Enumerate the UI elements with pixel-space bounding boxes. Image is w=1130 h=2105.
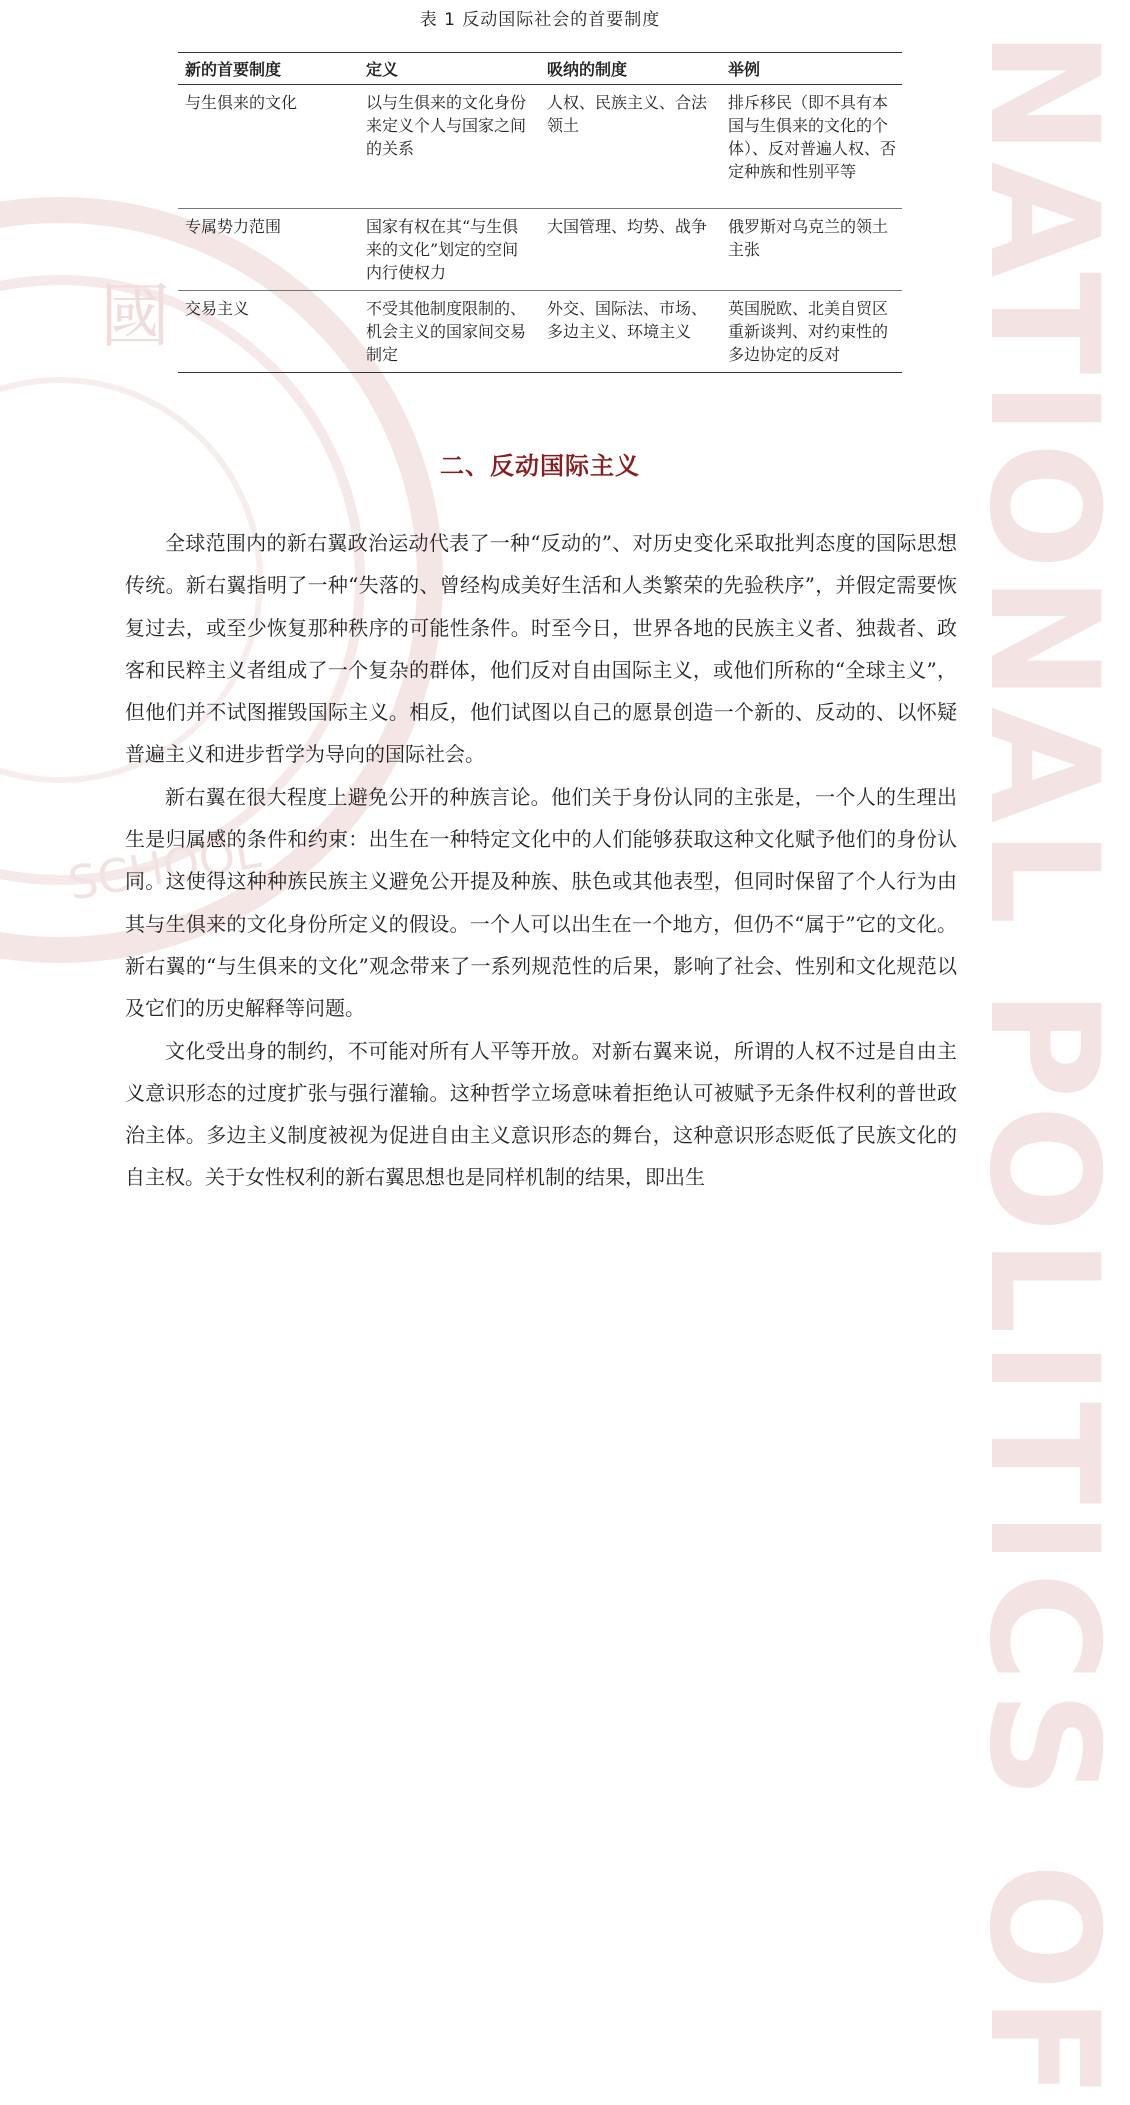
header-cell: 举例 (721, 53, 902, 85)
paragraph: 文化受出身的制约，不可能对所有人平等开放。对新右翼来说，所谓的人权不过是自由主义意识形态的过度扩张与强行灌输。这种哲学立场意味着拒绝认可被赋予无条件权利的普世政治主体。多边主义制度被视为促进自由主义意识形态的舞台，这种意识形态贬低了民族文化的自主权。关于女性权利的新右翼思想也是同样机制的结果，即出生 (125, 1038, 957, 1190)
seal-text: SCHOOL (64, 823, 265, 911)
body-text (125, 522, 957, 1199)
table-cell: 英国脱欧、北美自贸区重新谈判、对约束性的多边协定的反对 (721, 291, 902, 373)
table-cell: 外交、国际法、市场、多边主义、环境主义 (540, 291, 721, 373)
seal-character: 國 (100, 275, 170, 357)
watermark-text: NATIONAL POLITICS OF (956, 30, 1130, 2105)
table-header-row (178, 53, 902, 85)
header-cell: 吸纳的制度 (540, 53, 721, 85)
table-cell: 国家有权在其“与生俱来的文化”划定的空间内行使权力 (359, 209, 540, 291)
table-cell: 排斥移民（即不具有本国与生俱来的文化的个体）、反对普遍人权、否定种族和性别平等 (721, 85, 902, 209)
table-cell: 以与生俱来的文化身份来定义个人与国家之间的关系 (359, 85, 540, 209)
paragraph: 全球范围内的新右翼政治运动代表了一种“反动的”、对历史变化采取批判态度的国际思想传统。新右翼指明了一种“失落的、曾经构成美好生活和人类繁荣的先验秩序”，并假定需要恢复过去，或至少恢复那种秩序的可能性条件。时至今日，世界各地的民族主义者、独裁者、政客和民粹主义者组成了一个复杂的群体，他们反对自由国际主义，或他们所称的“全球主义”，但他们并不试图摧毁国际主义。相反，他们试图以自己的愿景创造一个新的、反动的、以怀疑普遍主义和进步哲学为导向的国际社会。 (125, 531, 957, 767)
table-row (178, 85, 902, 209)
table-cell: 不受其他制度限制的、机会主义的国家间交易制定 (359, 291, 540, 373)
paragraph: 新右翼在很大程度上避免公开的种族言论。他们关于身份认同的主张是，一个人的生理出生是归属感的条件和约束：出生在一种特定文化中的人们能够获取这种文化赋予他们的身份认同。这使得这种种族民族主义避免公开提及种族、肤色或其他表型，但同时保留了个人行为由其与生俱来的文化身份所定义的假设。一个人可以出生在一个地方，但仍不“属于”它的文化。新右翼的“与生俱来的文化”观念带来了一系列规范性的后果，影响了社会、性别和文化规范以及它们的历史解释等问题。 (125, 784, 957, 1021)
table-row (178, 291, 902, 373)
table-cell: 俄罗斯对乌克兰的领土主张 (721, 209, 902, 291)
institutions-table (178, 52, 902, 373)
table-cell: 专属势力范围 (178, 209, 359, 291)
table-cell: 大国管理、均势、战争 (540, 209, 721, 291)
table-caption: 表 1 反动国际社会的首要制度 (419, 10, 661, 30)
table-cell: 人权、民族主义、合法领土 (540, 85, 721, 209)
header-cell: 定义 (359, 53, 540, 85)
table-cell: 与生俱来的文化 (178, 85, 359, 209)
section-heading: 二、反动国际主义 (440, 452, 640, 480)
table-cell: 交易主义 (178, 291, 359, 373)
table-row (178, 209, 902, 291)
header-cell: 新的首要制度 (178, 53, 359, 85)
